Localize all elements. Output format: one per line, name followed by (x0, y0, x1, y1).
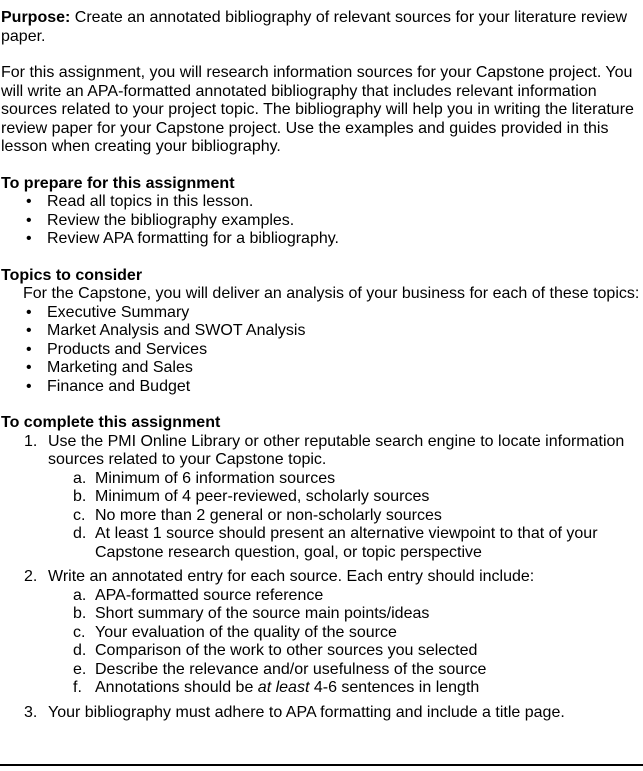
topics-intro: For the Capstone, you will deliver an analysis of your business for each of these topics: (23, 285, 640, 302)
list-item: • Marketing and Sales (26, 359, 193, 376)
step-item (1, 433, 641, 563)
step-number: 3. (24, 703, 38, 721)
assignment-document (1, 9, 641, 728)
bullet-icon: • (26, 322, 32, 339)
bullet-icon: • (26, 211, 32, 229)
substep-list (48, 587, 641, 698)
step-text: Write an annotated entry for each source. Each entry should include: (48, 568, 535, 585)
substep-item: a. APA-formatted source reference (73, 586, 324, 604)
list-item: • Finance and Budget (26, 377, 191, 395)
topics-list (1, 304, 641, 397)
substep-item: c. Your evaluation of the quality of the source (73, 623, 397, 641)
substep-item: c. No more than 2 general or non-scholarly sources (73, 506, 442, 524)
prepare-heading: To prepare for this assignment (1, 174, 235, 192)
emphasis: at least (257, 679, 310, 696)
list-item: • Review APA formatting for a bibliography. (26, 230, 339, 247)
substep-item: d. At least 1 source should present an alternative viewpoint to that of your Capstone research question, goal, or topic perspective (73, 525, 598, 561)
step-text: Use the PMI Online Library or other reputable search engine to locate information sources related to your Capstone topic. (48, 432, 625, 468)
bullet-icon: • (26, 340, 32, 358)
purpose-paragraph (1, 9, 641, 46)
list-item: • Read all topics in this lesson. (26, 193, 254, 210)
step-item (1, 704, 641, 723)
purpose-text: Create an annotated bibliography of relevant sources for your literature review paper. (1, 9, 628, 45)
step-number: 1. (24, 432, 38, 450)
list-item: • Market Analysis and SWOT Analysis (26, 322, 306, 339)
step-item (1, 568, 641, 698)
bottom-divider (0, 764, 643, 766)
bullet-icon: • (26, 303, 32, 321)
step-text: Your bibliography must adhere to APA formatting and include a title page. (48, 703, 565, 721)
complete-heading: To complete this assignment (1, 414, 221, 431)
bullet-icon: • (26, 230, 32, 247)
list-item: • Products and Services (26, 340, 208, 358)
purpose-label: Purpose: (1, 9, 71, 26)
intro-paragraph: For this assignment, you will research information sources for your Capstone project. You will write an APA-formatted annotated bibliography that includes relevant information sources related to your project topic. The bibliography will help you in writing the literature review paper for your Capstone project. Use the examples and guides provided in this lesson when creating your bibliography. (1, 64, 634, 155)
list-item: • Review the bibliography examples. (26, 211, 295, 229)
substep-item: f. Annotations should be at least 4-6 sentences in length (73, 679, 480, 696)
complete-steps (1, 433, 641, 723)
substep-list (48, 470, 641, 563)
substep-item: e. Describe the relevance and/or usefulness of the source (73, 660, 487, 678)
prepare-list (1, 193, 641, 249)
substep-item: d. Comparison of the work to other sources you selected (73, 642, 478, 659)
list-item: • Executive Summary (26, 303, 190, 321)
bullet-icon: • (26, 359, 32, 376)
step-number: 2. (24, 568, 38, 585)
bullet-icon: • (26, 193, 32, 210)
topics-heading: Topics to consider (1, 266, 143, 284)
substep-item: a. Minimum of 6 information sources (73, 469, 336, 487)
bullet-icon: • (26, 377, 32, 395)
substep-item: b. Short summary of the source main points/ideas (73, 605, 430, 622)
substep-item: b. Minimum of 4 peer-reviewed, scholarly sources (73, 488, 430, 505)
